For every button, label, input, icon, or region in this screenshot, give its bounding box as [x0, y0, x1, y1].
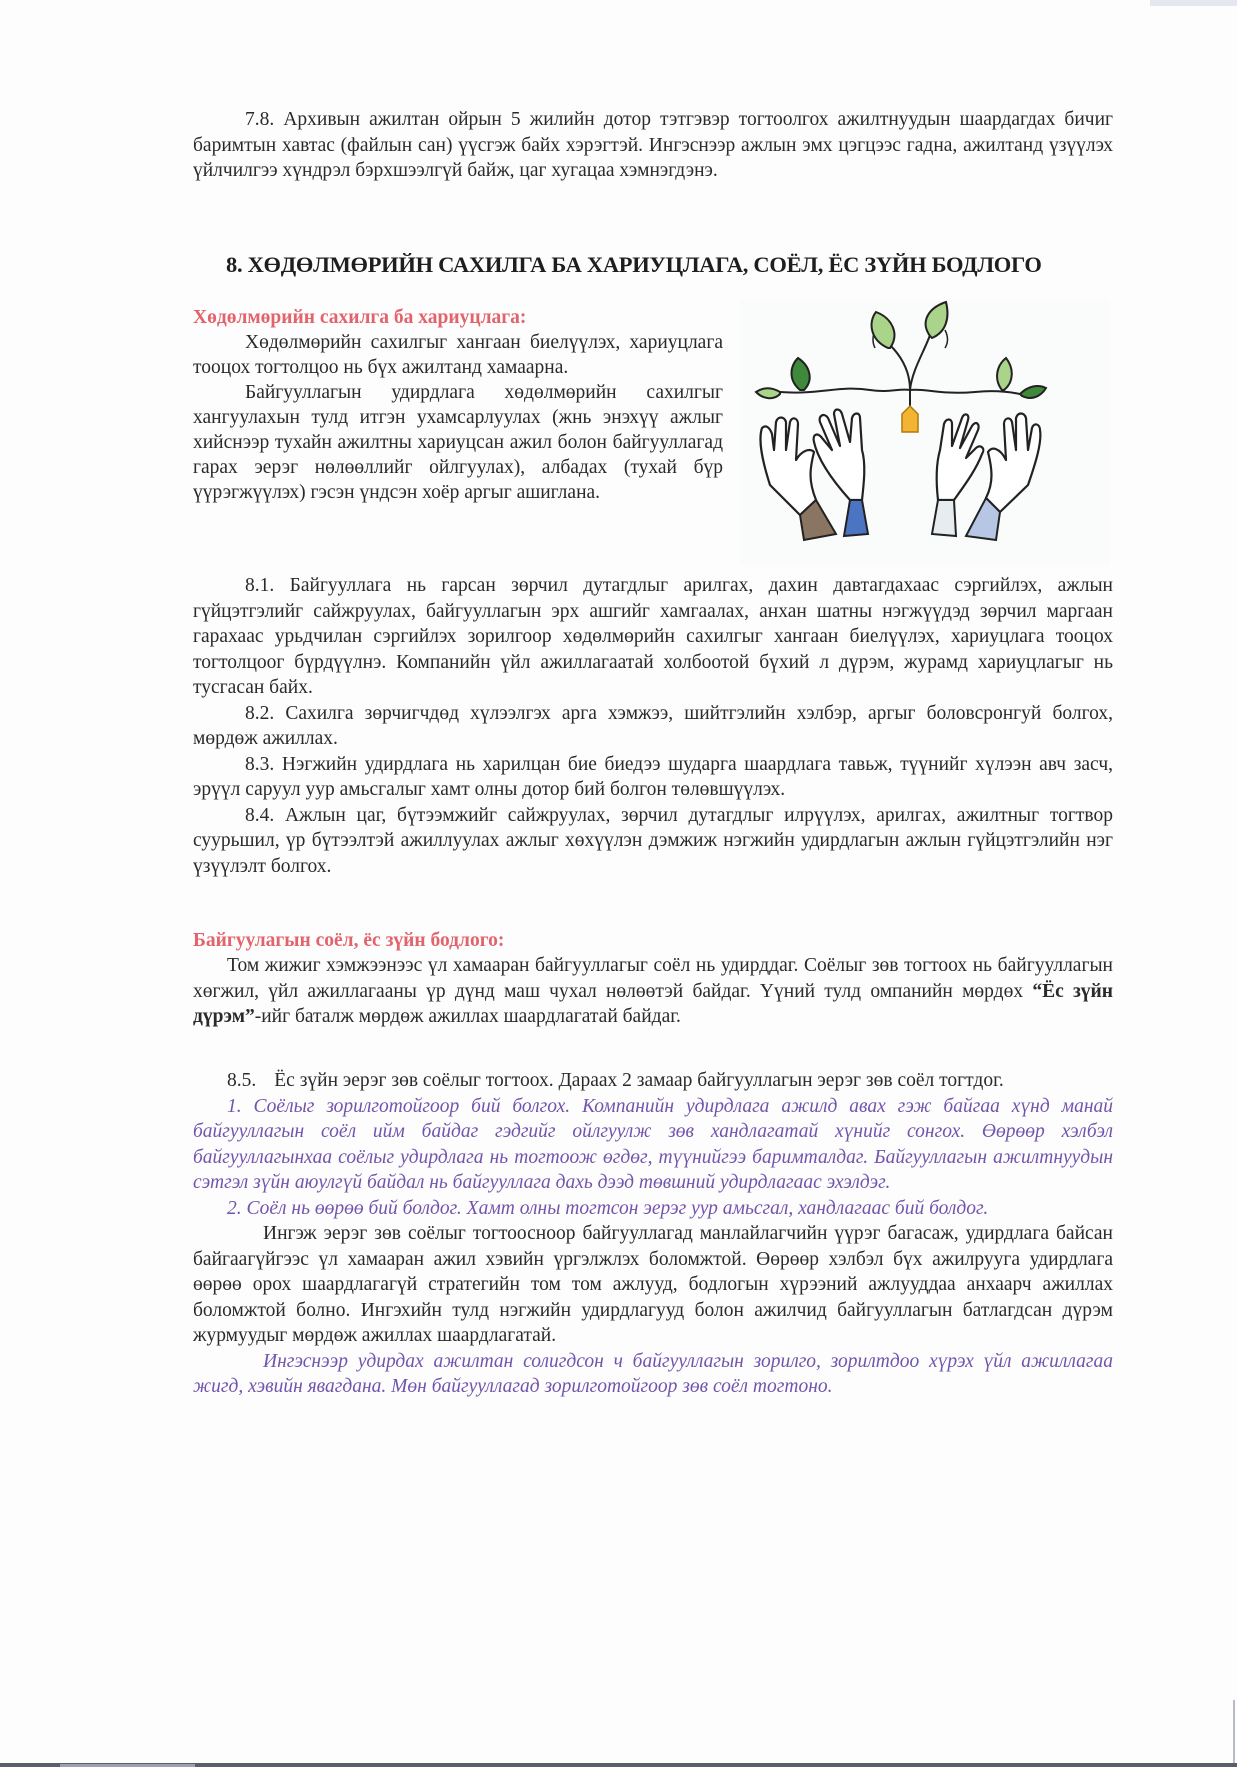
hands-sprout-illustration	[740, 300, 1110, 565]
leaf-6	[1020, 386, 1046, 398]
stem-left	[890, 345, 910, 390]
item-8-5-text: Ёс зүйн эерэг зөв соёлыг тогтоох. Дараах 2 замаар байгууллагын эерэг зөв соёл тогтдог.	[274, 1070, 1004, 1091]
section-7-8	[193, 107, 1113, 184]
sleeve-blue	[844, 500, 868, 536]
culture-section	[193, 929, 1113, 1030]
discipline-items	[193, 573, 1113, 879]
culture-intro-text: Том жижиг хэмжээнээс үл хамааран байгууллагыг соёл нь удирддаг. Соёлыг зөв тогтоох нь байгууллагын хөгжил, үйл ажиллагааны үр дүнд маш чухал нөлөөтэй байдаг. Үүний тулд омпанийн мөрдөх	[193, 955, 1113, 1002]
section-heading-8: 8. ХӨДӨЛМӨРИЙН САХИЛГА БА ХАРИУЦЛАГА, СОЁЛ, ЁС ЗҮЙН БОДЛОГО	[226, 252, 1042, 277]
culture-subheading: Байгуулагын соёл, ёс зүйн бодлого:	[193, 930, 505, 951]
item-8-5-number: 8.5.	[227, 1070, 257, 1091]
scan-edge-shade	[1150, 0, 1237, 6]
discipline-subheading: Хөдөлмөрийн сахилга ба хариуцлага:	[193, 307, 527, 328]
sleeve-white	[932, 500, 956, 536]
culture-items	[193, 1068, 1113, 1400]
item-8-5	[193, 1068, 1113, 1094]
culture-way-2: 2. Соёл нь өөрөө бий болдог. Хамт олны тогтсон эерэг уур амьсгал, хандлагаас бий болдог.	[227, 1197, 989, 1219]
discipline-intro	[193, 306, 723, 505]
paragraph-7-8: 7.8. Архивын ажилтан ойрын 5 жилийн дотор тэтгэвэр тогтоолгох ажилтнуудын шаардагдах бичиг баримтын хавтас (файлын сан) үүсгэж байх хэрэгтэй. Ингэснээр ажлын эмх цэгцээс гадна, ажилтанд үзүүлэх үйлчилгээ хүндрэл бэрхшээлгүй байж, цаг хугацаа хэмнэгдэнэ.	[193, 109, 1113, 181]
hand-4	[986, 414, 1040, 513]
culture-intro	[193, 953, 1113, 1030]
stem-right	[910, 335, 930, 390]
discipline-paragraph-2: Байгууллагын удирдлага хөдөлмөрийн сахилгыг хангуулахын тулд итгэн ухамсарлуулах (жнь энэхүү ажлыг хийснээр тухайн ажилтны хариуцсан ажил болон байгууллагад гарах эерэг нөлөөллийг ойлгуулах), албадах (тухай бүр үүрэгжүүлэх) гэсэн үндсэн хоёр аргыг ашиглана.	[193, 382, 723, 503]
item-8-1: 8.1. Байгууллага нь гарсан зөрчил дутагдлыг арилгах, дахин давтагдахаас сэргийлэх, ажлын гүйцэтгэлийг сайжруулах, байгууллагын эрх ашгийг хамгаалах, анхан шатны нэгжүүдэд зөрчил маргаан гарахаас урьдчилан сэргийлэх зорилгоор хөдөлмөрийн сахилгыг хангаан биелүүлэх, хариуцлага тооцох тогтолцоог бүрдүүлнэ. Компанийн үйл ажиллагаатай холбоотой бүхий л дүрэм, журамд хариуцлагыг нь тусгасан байх.	[193, 575, 1113, 698]
discipline-paragraph-1: Хөдөлмөрийн сахилгыг хангаан биелүүлэх, хариуцлага тооцох тогтолцоо нь бүх ажилтанд хамаарна.	[193, 332, 723, 378]
leaf-1	[872, 312, 895, 348]
leaf-2	[926, 302, 948, 338]
ethics-code-title: “Ёс зүйн дүрэм”	[193, 980, 1113, 1027]
item-8-3: 8.3. Нэгжийн удирдлага нь харилцан бие биедээ шударга шаардлага тавьж, түүнийг хүлээн авч засч, эрүүл саруул уур амьсгалыг хамт олны дотор бий болгон төлөвшүүлэх.	[193, 753, 1113, 800]
scan-right-edge	[1233, 1700, 1235, 1763]
item-8-4: 8.4. Ажлын цаг, бүтээмжийг сайжруулах, зөрчил дутагдлыг илрүүлэх, арилгах, ажилтныг тогтвор суурьшил, үр бүтээлтэй ажиллуулах ажлыг хөхүүлэн дэмжиж нэгжийн удирдлагын ажлын гүйцэтгэлийн нэг үзүүлэлт болгох.	[193, 804, 1113, 877]
culture-way-1: 1. Соёлыг зорилготойгоор бий болгох. Компанийн удирдлага ажилд авах гэж байгаа хүнд манай байгууллагын соёл ийм байдаг гэдгийг ойлгуулж зөв хандлагатай хүнийг сонгох. Өөрөөр хэлбэл байгууллагынхаа соёлыг удирдлага нь тогтоож өгдөг, түүнийгээ баримталдаг. Байгууллагын ажилтнуудын сэтгэл зүйн аюулгүй байдал нь байгууллага дахь дээд төвшний удирдлагаас эхэлдэг.	[193, 1095, 1113, 1193]
culture-final-paragraph: Ингэснээр удирдах ажилтан солигдсон ч байгууллагын зорилго, зорилтдоо хүрэх үйл ажиллагаа жигд, хэвийн явагдана. Мөн байгууллагад зорилготойгоор зөв соёл тогтоно.	[193, 1350, 1113, 1397]
hand-3	[937, 414, 984, 500]
house-icon	[902, 406, 918, 432]
culture-intro-text-end: -ийг баталж мөрдөж ажиллах шаардлагатай байдаг.	[254, 1006, 681, 1027]
illustration-svg	[740, 300, 1110, 565]
leaf-4	[756, 388, 780, 398]
hand-2	[814, 410, 865, 501]
culture-result-paragraph: Ингэж эерэг зөв соёлыг тогтоосноор байгууллагад манлайлагчийн үүрэг багасаж, удирдлага байсан байгаагүйгээс үл хамааран ажил хэвийн үргэлжлэх боломжтой. Өөрөөр хэлбэл бүх ажилрууга удирдлага өөрөө орох шаардлагагүй стратегийн том том ажлууд, бодлогын хүрээний ажлууддаа анхаарч ажиллах боломжтой болно. Ингэхийн тулд нэгжийн удирдлагууд болон ажилчид байгууллагын батлагдсан дүрэм журмуудыг мөрдөж ажиллах шаардлагатай.	[193, 1223, 1113, 1346]
leaf-5	[997, 358, 1012, 390]
item-8-2: 8.2. Сахилга зөрчигчдөд хүлээлгэх арга хэмжээ, шийтгэлийн хэлбэр, аргыг боловсронгуй болгох, мөрдөж ажиллах.	[193, 702, 1113, 749]
leaf-3	[792, 358, 810, 390]
hand-1	[760, 418, 816, 516]
